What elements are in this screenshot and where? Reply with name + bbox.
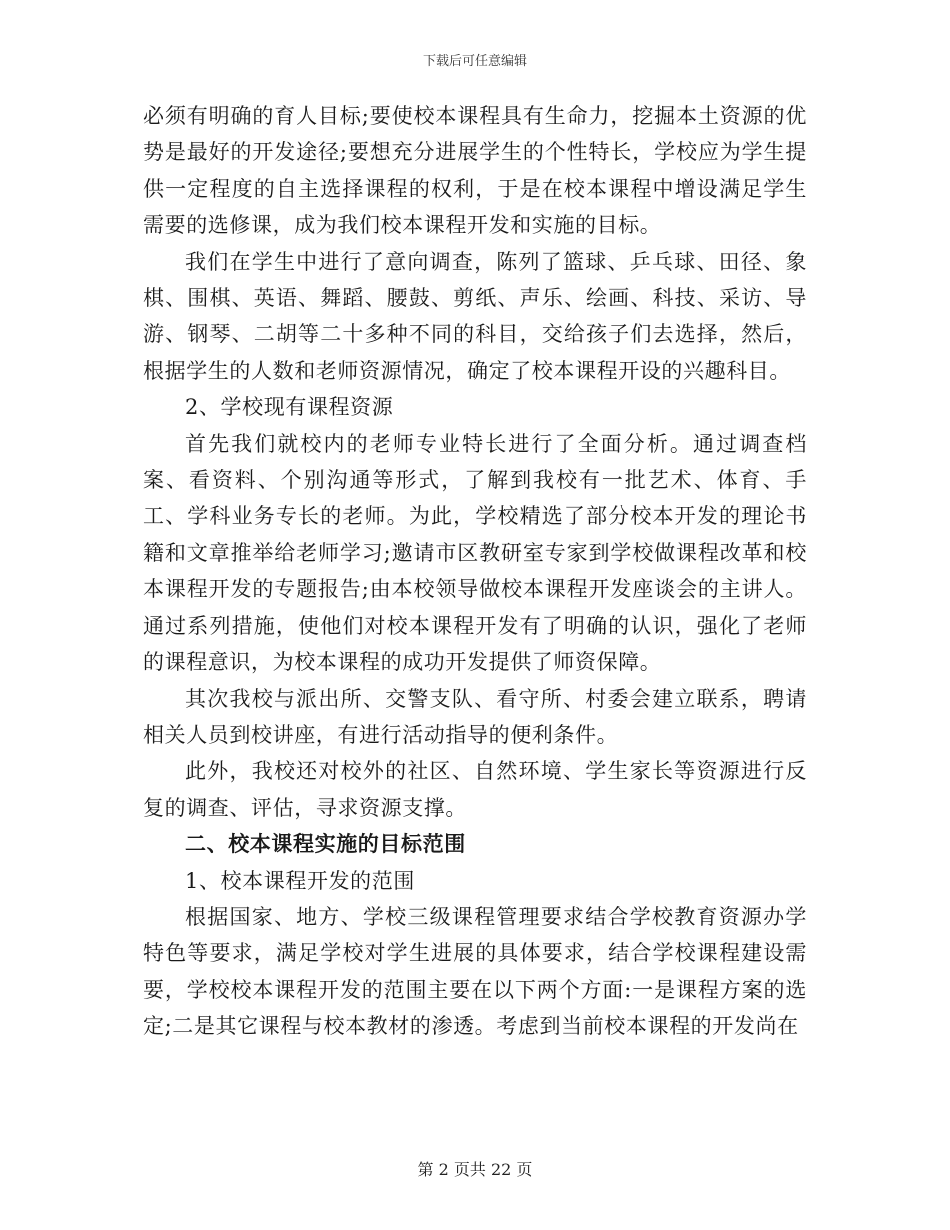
document-body (143, 98, 807, 1045)
paragraph-scope: 根据国家、地方、学校三级课程管理要求结合学校教育资源办学特色等要求，满足学校对学生进展的具体要求，结合学校课程建设需要，学校校本课程开发的范围主要在以下两个方面:一是课程方案的选定;二是其它课程与校本教材的渗透。考虑到当前校本课程的开发尚在 (143, 904, 807, 1039)
subheading-scope: 1、校本课程开发的范围 (185, 868, 415, 893)
paragraph-external-contacts: 其次我校与派出所、交警支队、看守所、村委会建立联系，聘请相关人员到校讲座，有进行活动指导的便利条件。 (143, 686, 807, 747)
paragraph-survey: 我们在学生中进行了意向调查，陈列了篮球、乒乓球、田径、象棋、围棋、英语、舞蹈、腰鼓、剪纸、声乐、绘画、科技、采访、导游、钢琴、二胡等二十多种不同的科目，交给孩子们去选择，然后，根据学生的人数和老师资源情况，确定了校本课程开设的兴趣科目。 (143, 249, 807, 383)
paragraph-continuation: 必须有明确的育人目标;要使校本课程具有生命力，挖掘本土资源的优势是最好的开发途径;要想充分进展学生的个性特长，学校应为学生提供一定程度的自主选择课程的权利，于是在校本课程中增设满足学生需要的选修课，成为我们校本课程开发和实施的目标。 (143, 104, 807, 238)
paragraph-community-resources: 此外，我校还对校外的社区、自然环境、学生家长等资源进行反复的调查、评估，寻求资源支撑。 (143, 759, 807, 820)
subheading-existing-resources: 2、学校现有课程资源 (185, 395, 394, 420)
page-header: 下载后可任意编辑 (422, 54, 527, 69)
section-heading-goals: 二、校本课程实施的目标范围 (185, 831, 466, 857)
paragraph-teacher-analysis: 首先我们就校内的老师专业特长进行了全面分析。通过调查档案、看资料、个别沟通等形式，了解到我校有一批艺术、体育、手工、学科业务专长的老师。为此，学校精选了部分校本开发的理论书籍和文章推举给老师学习;邀请市区教研室专家到学校做课程改革和校本课程开发的专题报告;由本校领导做校本课程开发座谈会的主讲人。通过系列措施，使他们对校本课程开发有了明确的认识，强化了老师的课程意识，为校本课程的成功开发提供了师资保障。 (143, 431, 807, 675)
page-number: 第 2 页共 22 页 (417, 1160, 533, 1179)
